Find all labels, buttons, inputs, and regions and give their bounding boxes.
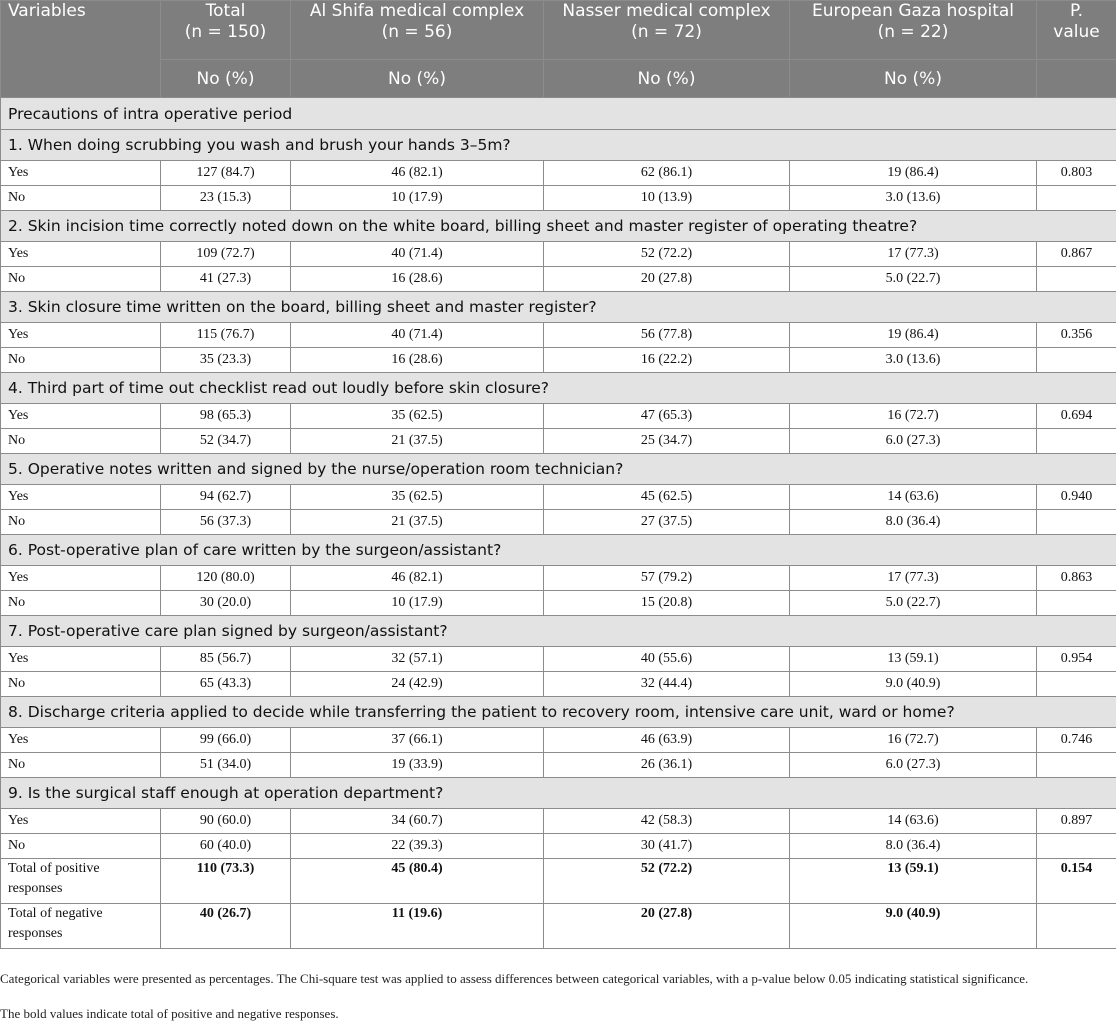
answer-row-yes (1, 485, 1116, 510)
question-row (1, 535, 1116, 566)
cell-total: 41 (27.3) (161, 267, 291, 292)
cell-nasser: 46 (63.9) (544, 728, 790, 753)
question-row (1, 211, 1116, 242)
cell-egh: 3.0 (13.6) (790, 186, 1037, 211)
cell-shifa: 21 (37.5) (291, 510, 544, 535)
col-header-nasser (544, 1, 790, 60)
cell-label: No (1, 186, 161, 211)
cell-egh: 6.0 (27.3) (790, 753, 1037, 778)
cell-total: 30 (20.0) (161, 591, 291, 616)
cell-nasser: 10 (13.9) (544, 186, 790, 211)
cell-egh: 6.0 (27.3) (790, 429, 1037, 454)
cell-label: Yes (1, 485, 161, 510)
cell-p-value: 0.694 (1037, 404, 1116, 429)
answer-row-no (1, 834, 1116, 859)
cell-p-value: 0.897 (1037, 809, 1116, 834)
cell-shifa (291, 904, 544, 949)
col-header-nasser-n: (n = 72) (631, 22, 702, 42)
cell-shifa: 35 (62.5) (291, 485, 544, 510)
cell-egh: 9.0 (40.9) (790, 672, 1037, 697)
cell-nasser: 16 (22.2) (544, 348, 790, 373)
cell-label: Yes (1, 404, 161, 429)
cell-label: No (1, 834, 161, 859)
cell-shifa: 46 (82.1) (291, 566, 544, 591)
cell-egh: 8.0 (36.4) (790, 510, 1037, 535)
cell-p-value: 0.746 (1037, 728, 1116, 753)
cell-p-value: 0.356 (1037, 323, 1116, 348)
answer-row-yes (1, 647, 1116, 672)
answer-row-no (1, 753, 1116, 778)
cell-nasser: 47 (65.3) (544, 404, 790, 429)
cell-p-value (1037, 591, 1116, 616)
answer-row-no (1, 267, 1116, 292)
cell-egh: 16 (72.7) (790, 404, 1037, 429)
cell-shifa: 37 (66.1) (291, 728, 544, 753)
total-positive-row (1, 859, 1116, 904)
cell-nasser: 15 (20.8) (544, 591, 790, 616)
cell-p-value: 0.867 (1037, 242, 1116, 267)
cell-total: 99 (66.0) (161, 728, 291, 753)
answer-row-yes (1, 809, 1116, 834)
cell-label: Yes (1, 323, 161, 348)
cell-nasser-value: 52 (72.2) (640, 861, 693, 876)
cell-p-value (1037, 429, 1116, 454)
cell-shifa: 34 (60.7) (291, 809, 544, 834)
cell-egh: 16 (72.7) (790, 728, 1037, 753)
cell-total (161, 904, 291, 949)
cell-shifa (291, 859, 544, 904)
cell-egh: 5.0 (22.7) (790, 591, 1037, 616)
cell-nasser: 30 (41.7) (544, 834, 790, 859)
footnote-method: Categorical variables were presented as percentages. The Chi-square test was applied to assess differences between categorical variables, with a p-value below 0.05 indicating statistical significance. (0, 971, 1029, 986)
cell-p-value (1037, 186, 1116, 211)
question-text: 8. Discharge criteria applied to decide while transferring the patient to recovery room, intensive care unit, ward or home? (1, 697, 1116, 728)
answer-row-yes (1, 404, 1116, 429)
cell-shifa: 46 (82.1) (291, 161, 544, 186)
subheader-nasser: No (%) (544, 60, 790, 98)
cell-total: 65 (43.3) (161, 672, 291, 697)
footnote-bold: The bold values indicate total of positive and negative responses. (0, 1006, 339, 1021)
cell-label: No (1, 753, 161, 778)
cell-p-value (1037, 348, 1116, 373)
cell-egh: 8.0 (36.4) (790, 834, 1037, 859)
question-row (1, 778, 1116, 809)
cell-nasser: 45 (62.5) (544, 485, 790, 510)
cell-shifa-value: 45 (80.4) (391, 861, 443, 876)
col-header-p-label: P. (1069, 1, 1083, 21)
question-text: 1. When doing scrubbing you wash and brush your hands 3–5m? (1, 130, 1116, 161)
cell-nasser: 27 (37.5) (544, 510, 790, 535)
question-text: 3. Skin closure time written on the board, billing sheet and master register? (1, 292, 1116, 323)
cell-total (161, 859, 291, 904)
question-text: 9. Is the surgical staff enough at operation department? (1, 778, 1116, 809)
cell-nasser: 56 (77.8) (544, 323, 790, 348)
cell-p-value: 0.803 (1037, 161, 1116, 186)
answer-row-yes (1, 323, 1116, 348)
cell-nasser: 52 (72.2) (544, 242, 790, 267)
question-row (1, 130, 1116, 161)
cell-total-value: 40 (26.7) (199, 906, 252, 921)
cell-shifa: 40 (71.4) (291, 323, 544, 348)
question-row (1, 616, 1116, 647)
col-header-shifa-label: Al Shifa medical complex (309, 1, 525, 21)
cell-shifa: 35 (62.5) (291, 404, 544, 429)
cell-label: Yes (1, 809, 161, 834)
cell-total: 94 (62.7) (161, 485, 291, 510)
cell-p-value: 0.863 (1037, 566, 1116, 591)
cell-label: No (1, 510, 161, 535)
answer-row-no (1, 591, 1116, 616)
col-header-total-n: (n = 150) (184, 22, 267, 42)
cell-egh: 17 (77.3) (790, 242, 1037, 267)
subheader-egh: No (%) (790, 60, 1037, 98)
cell-egh: 5.0 (22.7) (790, 267, 1037, 292)
cell-total: 52 (34.7) (161, 429, 291, 454)
col-header-total (161, 1, 291, 60)
col-header-nasser-label: Nasser medical complex (562, 1, 771, 21)
cell-shifa: 16 (28.6) (291, 267, 544, 292)
cell-egh (790, 904, 1037, 949)
cell-nasser (544, 904, 790, 949)
answer-row-no (1, 510, 1116, 535)
answer-row-no (1, 672, 1116, 697)
cell-p-value (1037, 753, 1116, 778)
cell-label: Yes (1, 647, 161, 672)
cell-nasser: 20 (27.8) (544, 267, 790, 292)
cell-total-value: 110 (73.3) (196, 861, 255, 876)
cell-egh: 19 (86.4) (790, 323, 1037, 348)
cell-p-value-value: 0.154 (1060, 861, 1093, 876)
cell-label: Yes (1, 161, 161, 186)
cell-label: No (1, 267, 161, 292)
col-header-egh-n: (n = 22) (877, 22, 949, 42)
cell-p-value (1037, 510, 1116, 535)
cell-label: No (1, 591, 161, 616)
answer-row-no (1, 429, 1116, 454)
cell-shifa: 40 (71.4) (291, 242, 544, 267)
cell-nasser: 25 (34.7) (544, 429, 790, 454)
cell-p-value (1037, 834, 1116, 859)
col-header-value-label: value (1053, 22, 1100, 42)
cell-label: No (1, 672, 161, 697)
subheader-p (1037, 60, 1116, 98)
cell-egh: 17 (77.3) (790, 566, 1037, 591)
question-text: 5. Operative notes written and signed by the nurse/operation room technician? (1, 454, 1116, 485)
cell-egh: 14 (63.6) (790, 485, 1037, 510)
answer-row-no (1, 348, 1116, 373)
header-row (1, 1, 1116, 60)
cell-p-value: 0.940 (1037, 485, 1116, 510)
subheader-row (1, 60, 1116, 98)
cell-shifa: 19 (33.9) (291, 753, 544, 778)
cell-label: Total of negative responses (1, 904, 161, 949)
answer-row-yes (1, 728, 1116, 753)
cell-total: 35 (23.3) (161, 348, 291, 373)
cell-egh: 3.0 (13.6) (790, 348, 1037, 373)
question-text: 4. Third part of time out checklist read out loudly before skin closure? (1, 373, 1116, 404)
cell-p-value (1037, 859, 1116, 904)
cell-p-value (1037, 672, 1116, 697)
cell-total: 120 (80.0) (161, 566, 291, 591)
cell-total: 115 (76.7) (161, 323, 291, 348)
answer-row-yes (1, 242, 1116, 267)
cell-nasser: 62 (86.1) (544, 161, 790, 186)
col-header-p-value (1037, 1, 1116, 60)
cell-p-value: 0.954 (1037, 647, 1116, 672)
question-row (1, 373, 1116, 404)
question-row (1, 697, 1116, 728)
cell-shifa: 22 (39.3) (291, 834, 544, 859)
cell-nasser-value: 20 (27.8) (640, 906, 693, 921)
cell-nasser: 40 (55.6) (544, 647, 790, 672)
cell-nasser: 32 (44.4) (544, 672, 790, 697)
cell-total: 51 (34.0) (161, 753, 291, 778)
cell-shifa: 24 (42.9) (291, 672, 544, 697)
cell-egh: 13 (59.1) (790, 647, 1037, 672)
cell-egh-value: 9.0 (40.9) (885, 906, 941, 921)
cell-egh: 19 (86.4) (790, 161, 1037, 186)
answer-row-yes (1, 161, 1116, 186)
subheader-shifa: No (%) (291, 60, 544, 98)
cell-egh-value: 13 (59.1) (887, 861, 939, 876)
cell-nasser (544, 859, 790, 904)
total-negative-row (1, 904, 1116, 949)
subheader-total: No (%) (161, 60, 291, 98)
answer-row-no (1, 186, 1116, 211)
cell-total: 85 (56.7) (161, 647, 291, 672)
cell-shifa-value: 11 (19.6) (391, 906, 443, 921)
cell-nasser: 57 (79.2) (544, 566, 790, 591)
cell-total: 60 (40.0) (161, 834, 291, 859)
cell-total: 109 (72.7) (161, 242, 291, 267)
cell-shifa: 21 (37.5) (291, 429, 544, 454)
cell-egh: 14 (63.6) (790, 809, 1037, 834)
question-text: 7. Post-operative care plan signed by surgeon/assistant? (1, 616, 1116, 647)
cell-shifa: 32 (57.1) (291, 647, 544, 672)
question-text: 6. Post-operative plan of care written by the surgeon/assistant? (1, 535, 1116, 566)
answer-row-yes (1, 566, 1116, 591)
cell-shifa: 16 (28.6) (291, 348, 544, 373)
col-header-total-label: Total (205, 1, 246, 21)
cell-label: Yes (1, 242, 161, 267)
cell-total: 56 (37.3) (161, 510, 291, 535)
cell-total: 98 (65.3) (161, 404, 291, 429)
question-row (1, 454, 1116, 485)
section-row (1, 98, 1116, 130)
col-header-shifa-n: (n = 56) (381, 22, 453, 42)
cell-total: 23 (15.3) (161, 186, 291, 211)
col-header-shifa (291, 1, 544, 60)
cell-total: 127 (84.7) (161, 161, 291, 186)
question-text: 2. Skin incision time correctly noted down on the white board, billing sheet and master register of operating theatre? (1, 211, 1116, 242)
cell-label: Total of positive responses (1, 859, 161, 904)
cell-label: No (1, 348, 161, 373)
cell-p-value (1037, 267, 1116, 292)
cell-p-value (1037, 904, 1116, 949)
section-title: Precautions of intra operative period (1, 98, 1116, 130)
cell-egh (790, 859, 1037, 904)
cell-label: Yes (1, 566, 161, 591)
cell-total: 90 (60.0) (161, 809, 291, 834)
col-header-egh (790, 1, 1037, 60)
cell-shifa: 10 (17.9) (291, 591, 544, 616)
cell-nasser: 42 (58.3) (544, 809, 790, 834)
col-header-egh-label: European Gaza hospital (811, 1, 1015, 21)
cell-label: Yes (1, 728, 161, 753)
cell-label: No (1, 429, 161, 454)
cell-shifa: 10 (17.9) (291, 186, 544, 211)
cell-nasser: 26 (36.1) (544, 753, 790, 778)
col-header-variables: Variables (1, 1, 161, 98)
question-row (1, 292, 1116, 323)
